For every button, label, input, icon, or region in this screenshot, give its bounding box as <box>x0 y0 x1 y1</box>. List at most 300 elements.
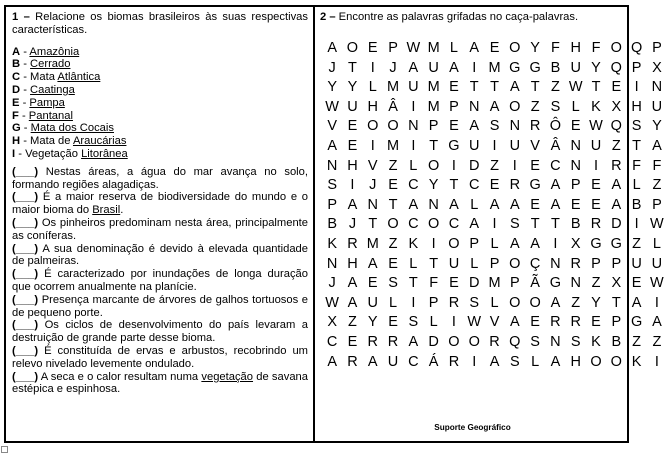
grid-letter: W <box>650 275 664 292</box>
grid-letter: Q <box>610 59 622 76</box>
grid-letter: E <box>530 196 540 213</box>
grid-letter: P <box>469 235 480 252</box>
grid-letter: Q <box>610 118 622 135</box>
grid-letter: I <box>370 137 375 154</box>
answer-blank: (___) <box>12 268 39 281</box>
grid-letter: A <box>652 314 662 331</box>
grid-letter: N <box>550 255 561 272</box>
grid-letter: L <box>470 196 479 213</box>
biome-letter: I <box>12 147 16 160</box>
grid-letter: B <box>611 333 622 350</box>
grid-letter: U <box>367 294 378 311</box>
grid-row <box>322 196 667 216</box>
grid-letter: T <box>591 79 601 96</box>
grid-letter: N <box>651 79 663 96</box>
grid-letter: S <box>509 353 520 370</box>
grid-letter: I <box>411 294 416 311</box>
question-1 <box>12 11 308 396</box>
grid-letter: N <box>428 196 439 213</box>
grid-letter: M <box>366 235 379 252</box>
grid-letter: H <box>570 353 581 370</box>
grid-letter: A <box>347 275 358 292</box>
grid-letter: U <box>448 255 460 272</box>
grid-letter: G <box>448 137 460 154</box>
biome-separator: - <box>20 83 31 96</box>
grid-letter: D <box>468 157 480 174</box>
grid-letter: Z <box>652 333 662 350</box>
grid-letter: U <box>570 59 581 76</box>
grid-letter: C <box>408 216 419 233</box>
grid-letter: Z <box>550 79 560 96</box>
biome-name: Amazônia <box>29 45 80 58</box>
grid-letter: J <box>348 216 357 233</box>
statement-item <box>12 371 308 397</box>
grid-letter: S <box>530 333 540 350</box>
grid-row <box>322 333 667 353</box>
grid-letter: C <box>468 177 480 194</box>
grid-letter: A <box>327 137 337 154</box>
grid-letter: P <box>489 255 500 272</box>
grid-letter: A <box>469 40 480 56</box>
grid-letter: A <box>550 294 561 311</box>
statement-item <box>12 166 308 192</box>
grid-letter: G <box>549 275 562 292</box>
statement-text: A seca e o calor resultam numa <box>38 370 202 383</box>
biome-name: Cerrado <box>30 58 71 71</box>
grid-letter: A <box>408 59 419 76</box>
biome-name: Pampa <box>29 96 65 109</box>
grid-letter: E <box>489 177 500 194</box>
grid-letter: O <box>509 40 521 56</box>
grid-letter: P <box>591 255 601 272</box>
grid-letter: Â <box>550 137 561 154</box>
grid-letter: V <box>367 157 378 174</box>
grid-letter: V <box>489 314 500 331</box>
grid-letter: A <box>530 235 540 252</box>
grid-letter: S <box>469 294 480 311</box>
grid-letter: R <box>448 294 460 311</box>
grid-letter: T <box>530 216 540 233</box>
grid-letter: Q <box>509 333 521 350</box>
grid-letter: A <box>550 196 561 213</box>
grid-letter: N <box>570 157 581 174</box>
grid-letter: V <box>530 137 540 154</box>
grid-letter: O <box>509 255 521 272</box>
biome-name-plain: Mata de <box>30 135 73 148</box>
grid-letter: Z <box>611 137 621 154</box>
biome-separator: - <box>18 109 29 122</box>
grid-letter: E <box>347 137 358 154</box>
grid-row <box>322 215 667 235</box>
grid-row <box>322 176 667 196</box>
grid-letter: I <box>593 157 599 174</box>
grid-row <box>322 78 667 98</box>
grid-letter: A <box>509 79 520 96</box>
grid-letter: G <box>529 59 541 76</box>
statement-text: A sua denominação é devido à elevada quantidade de palmeiras. <box>12 242 308 268</box>
grid-letter: X <box>611 98 622 115</box>
grid-letter: L <box>389 294 398 311</box>
grid-letter: I <box>654 294 659 311</box>
grid-letter: R <box>550 314 561 331</box>
grid-letter: B <box>631 196 642 213</box>
grid-letter: N <box>367 196 378 213</box>
grid-letter: O <box>509 98 521 115</box>
grid-letter: Ç <box>529 255 541 272</box>
grid-letter: O <box>509 294 521 311</box>
answer-blank: (___) <box>12 242 39 255</box>
grid-letter: M <box>386 79 400 96</box>
grid-letter: P <box>652 40 662 56</box>
page-corner-marker <box>1 446 8 453</box>
grid-letter: A <box>327 40 337 56</box>
grid-letter: U <box>387 353 399 370</box>
grid-letter: J <box>369 177 377 194</box>
grid-letter: I <box>634 79 639 96</box>
grid-letter: E <box>388 314 398 331</box>
biome-name-plain: Mata <box>30 71 58 84</box>
grid-letter: G <box>630 314 643 331</box>
grid-letter: Y <box>428 177 439 194</box>
grid-letter: E <box>611 79 622 96</box>
grid-letter: A <box>449 59 459 76</box>
biome-letter: E <box>12 96 20 109</box>
grid-letter: Z <box>530 98 540 115</box>
grid-letter: T <box>611 294 621 311</box>
biome-item <box>12 110 308 123</box>
grid-letter: A <box>469 118 480 135</box>
grid-letter: R <box>448 353 460 370</box>
grid-letter: W <box>467 314 482 331</box>
grid-letter: E <box>570 118 581 135</box>
grid-letter: E <box>530 157 540 174</box>
grid-letter: L <box>490 294 499 311</box>
grid-letter: Y <box>347 79 358 96</box>
question-1-title: 1 – Relacione os biomas brasileiros às suas respectivas características. <box>12 11 308 36</box>
biome-item <box>12 97 308 110</box>
grid-letter: X <box>611 275 622 292</box>
grid-letter: Y <box>591 294 601 311</box>
grid-letter: K <box>327 235 337 252</box>
column-divider <box>313 7 315 441</box>
grid-letter: L <box>409 157 418 174</box>
grid-letter: L <box>429 314 438 331</box>
grid-letter: U <box>651 255 663 272</box>
grid-letter: M <box>427 98 440 115</box>
grid-letter: C <box>550 157 561 174</box>
grid-letter: I <box>451 314 456 331</box>
grid-row <box>322 117 667 137</box>
answer-blank: (___) <box>12 216 39 229</box>
grid-letter: E <box>347 118 358 135</box>
grid-letter: G <box>509 59 521 76</box>
grid-letter: I <box>411 98 416 115</box>
grid-letter: P <box>611 255 622 272</box>
grid-letter: Z <box>490 157 499 174</box>
grid-letter: N <box>509 118 521 135</box>
grid-letter: T <box>469 79 479 96</box>
grid-letter: L <box>531 353 540 370</box>
grid-letter: F <box>652 157 662 174</box>
grid-letter: K <box>631 353 642 370</box>
grid-letter: R <box>347 235 358 252</box>
grid-letter: L <box>652 235 661 252</box>
grid-letter: X <box>327 314 337 331</box>
biome-item <box>12 58 308 71</box>
statement-item <box>12 243 308 269</box>
answer-blank: (___) <box>12 370 39 383</box>
biome-separator: - <box>20 45 30 58</box>
grid-letter: Z <box>591 275 601 292</box>
grid-letter: I <box>472 59 477 76</box>
biome-name: Caatinga <box>30 83 75 96</box>
grid-letter: T <box>429 137 439 154</box>
grid-letter: K <box>408 235 419 252</box>
answer-blank: (___) <box>12 319 39 332</box>
grid-letter: O <box>468 333 480 350</box>
grid-letter: R <box>611 157 622 174</box>
grid-letter: S <box>570 333 581 350</box>
grid-letter: G <box>590 235 602 252</box>
grid-letter: A <box>408 196 419 213</box>
biome-separator: - <box>20 58 31 71</box>
grid-letter: T <box>632 137 642 154</box>
biome-item <box>12 148 308 161</box>
grid-letter: S <box>509 216 520 233</box>
grid-letter: N <box>326 255 338 272</box>
answer-blank: (___) <box>12 191 39 204</box>
grid-letter: I <box>370 59 375 76</box>
grid-letter: O <box>448 235 460 252</box>
grid-row <box>322 98 667 118</box>
biome-item <box>12 135 308 148</box>
grid-letter: L <box>470 255 479 272</box>
worksheet <box>4 5 664 443</box>
grid-letter: A <box>489 353 500 370</box>
grid-letter: A <box>611 177 622 194</box>
grid-letter: N <box>550 333 561 350</box>
grid-letter: O <box>387 118 399 135</box>
statement-text: Nestas áreas, a água do mar avança no solo, formando regiões alagadiças. <box>12 165 308 191</box>
grid-letter: N <box>408 118 419 135</box>
grid-letter: Z <box>348 314 357 331</box>
grid-letter: M <box>488 275 501 292</box>
biome-list <box>12 46 308 161</box>
biome-letter: C <box>12 71 21 84</box>
grid-letter: R <box>347 353 358 370</box>
biome-letter: A <box>12 45 21 58</box>
grid-letter: B <box>570 216 581 233</box>
grid-letter: A <box>367 353 378 370</box>
grid-letter: Z <box>632 235 642 252</box>
biome-letter: B <box>12 58 21 71</box>
grid-letter: U <box>631 255 642 272</box>
grid-letter: T <box>530 79 540 96</box>
grid-letter: I <box>634 216 639 233</box>
grid-letter: O <box>610 40 622 56</box>
statement-underlined: Brasil <box>92 204 121 217</box>
grid-letter: Y <box>652 118 662 135</box>
grid-letter: B <box>327 216 337 233</box>
grid-letter: D <box>428 333 439 350</box>
grid-letter: Y <box>327 79 337 96</box>
grid-letter: E <box>388 177 398 194</box>
biome-name: Mata dos Cocais <box>30 122 114 135</box>
grid-letter: P <box>631 59 642 76</box>
statement-item <box>12 191 308 217</box>
grid-letter: E <box>631 275 642 292</box>
grid-letter: Á <box>428 353 439 370</box>
grid-letter: I <box>492 216 497 233</box>
biome-letter: F <box>12 109 19 122</box>
statement-text: É constituída de ervas e arbustos, recobrindo um relevo nivelado levemente ondulado. <box>12 344 308 370</box>
grid-letter: O <box>590 353 602 370</box>
grid-letter: R <box>367 333 378 350</box>
grid-letter: U <box>590 137 602 154</box>
grid-row <box>322 235 667 255</box>
grid-letter: T <box>408 275 418 292</box>
grid-letter: S <box>489 118 500 135</box>
grid-letter: L <box>490 235 499 252</box>
grid-letter: F <box>550 40 560 56</box>
grid-letter: I <box>451 157 456 174</box>
grid-letter: U <box>509 137 521 154</box>
grid-letter: A <box>509 196 520 213</box>
grid-letter: F <box>429 275 439 292</box>
grid-letter: H <box>347 157 358 174</box>
biome-item <box>12 71 308 84</box>
statement-text: É a maior reserva de biodiversidade do mundo e o maior bioma do <box>12 191 308 217</box>
grid-letter: Y <box>367 314 378 331</box>
source-credit: Suporte Geográfico <box>434 423 511 432</box>
grid-letter: J <box>328 59 336 76</box>
grid-letter: X <box>570 235 581 252</box>
grid-row <box>322 59 667 79</box>
grid-letter: R <box>489 333 500 350</box>
grid-letter: U <box>651 98 663 115</box>
biome-separator: - <box>19 96 30 109</box>
grid-letter: K <box>591 98 601 115</box>
grid-letter: R <box>387 333 399 350</box>
grid-letter: E <box>347 333 358 350</box>
grid-letter: U <box>468 137 480 154</box>
biome-name: Atlântica <box>57 71 101 84</box>
grid-row <box>322 353 667 373</box>
grid-letter: H <box>367 98 378 115</box>
grid-letter: I <box>654 353 659 370</box>
statement-text-after: de savana estépica e espinhosa. <box>12 370 308 396</box>
grid-letter: E <box>449 118 459 135</box>
grid-letter: L <box>368 79 377 96</box>
grid-letter: Z <box>652 177 662 194</box>
grid-letter: I <box>472 353 477 370</box>
grid-letter: C <box>408 353 419 370</box>
grid-letter: J <box>389 59 397 76</box>
grid-letter: A <box>327 353 337 370</box>
grid-letter: A <box>509 235 520 252</box>
grid-letter: A <box>449 196 459 213</box>
grid-letter: A <box>631 294 642 311</box>
grid-letter: R <box>509 177 521 194</box>
grid-letter: F <box>591 40 601 56</box>
grid-row <box>322 39 667 59</box>
grid-letter: A <box>550 177 561 194</box>
grid-letter: Q <box>630 40 643 56</box>
grid-letter: A <box>367 255 378 272</box>
word-search-grid <box>322 39 667 372</box>
grid-letter: R <box>570 314 581 331</box>
grid-letter: C <box>448 216 460 233</box>
grid-letter: I <box>553 235 558 252</box>
grid-row <box>322 137 667 157</box>
grid-letter: I <box>411 137 416 154</box>
question-2 <box>320 11 664 432</box>
grid-letter: O <box>610 353 622 370</box>
grid-letter: O <box>427 157 440 174</box>
grid-letter: M <box>386 137 400 154</box>
grid-letter: E <box>449 79 459 96</box>
grid-letter: V <box>327 118 337 135</box>
grid-letter: P <box>428 294 439 311</box>
grid-letter: W <box>568 79 583 96</box>
statement-item <box>12 345 308 371</box>
grid-letter: E <box>388 255 398 272</box>
statement-item <box>12 294 308 320</box>
statement-list <box>12 166 308 396</box>
grid-row <box>322 313 667 333</box>
grid-letter: Y <box>591 59 601 76</box>
grid-row <box>322 294 667 314</box>
grid-letter: A <box>611 196 622 213</box>
grid-letter: E <box>591 177 601 194</box>
grid-letter: E <box>367 40 378 56</box>
grid-letter: R <box>570 255 581 272</box>
grid-letter: P <box>611 314 622 331</box>
grid-letter: D <box>611 216 622 233</box>
statement-text: Os pinheiros predominam nesta área, principalmente as coníferas. <box>12 216 308 242</box>
grid-letter: O <box>387 216 399 233</box>
grid-letter: O <box>529 294 541 311</box>
grid-letter: N <box>326 157 338 174</box>
question-2-title: 2 – Encontre as palavras grifadas no caça-palavras. <box>320 11 579 23</box>
biome-name: Pantanal <box>28 109 73 122</box>
biome-name: Araucárias <box>72 135 127 148</box>
grid-letter: Z <box>632 333 642 350</box>
grid-letter: J <box>328 275 336 292</box>
grid-letter: L <box>632 177 641 194</box>
grid-letter: L <box>571 98 580 115</box>
grid-letter: S <box>631 118 642 135</box>
grid-row <box>322 255 667 275</box>
grid-letter: L <box>449 40 458 56</box>
grid-letter: G <box>610 235 622 252</box>
biome-item <box>12 84 308 97</box>
grid-letter: A <box>347 294 358 311</box>
biome-letter: G <box>12 122 21 135</box>
grid-letter: Y <box>530 40 540 56</box>
biome-letter: H <box>12 135 21 148</box>
answer-blank: (___) <box>12 293 39 306</box>
grid-letter: T <box>550 216 560 233</box>
grid-letter: T <box>429 255 439 272</box>
grid-letter: T <box>449 177 459 194</box>
grid-letter: A <box>408 333 419 350</box>
grid-letter: W <box>325 98 339 115</box>
grid-letter: H <box>570 40 581 56</box>
grid-letter: A <box>489 98 500 115</box>
grid-letter: Z <box>388 157 398 174</box>
grid-letter: E <box>489 40 500 56</box>
